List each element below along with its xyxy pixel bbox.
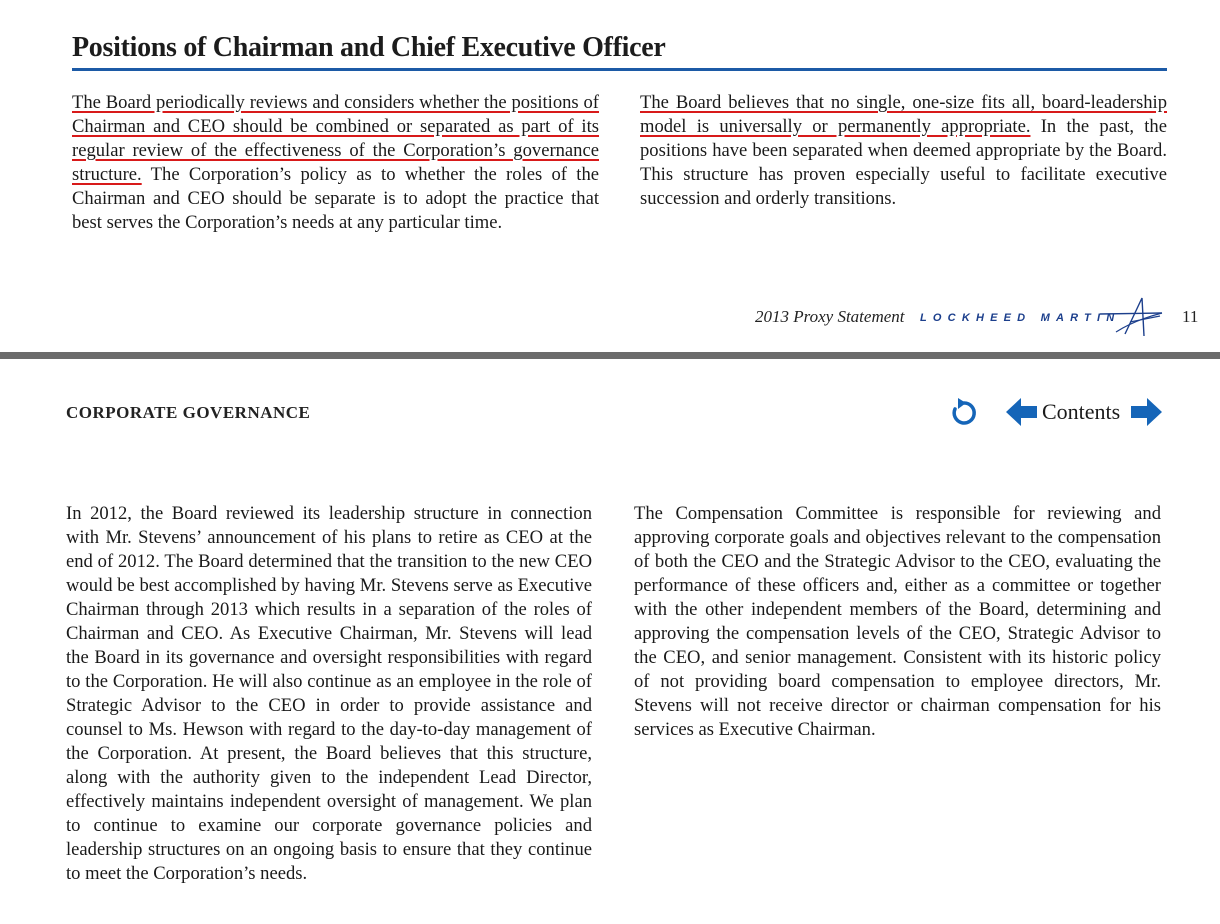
- contents-link[interactable]: Contents: [1042, 399, 1121, 424]
- leadership-structure-paragraph: In 2012, the Board reviewed its leadership structure in connection with Mr. Stevens’ announcement of his plans to retire as CEO at the end of 2012. The Board determined that the transition to the new CEO would be best accomplished by having Mr. Stevens serve as Executive Chairman through 2013 which results in a separation of the roles of Chairman and CEO. As Executive Chairman, Mr. Stevens will lead the Board in its governance and oversight responsibilities with regard to the Corporation. He will also continue as an employee in the role of Strategic Advisor to the CEO in order to provide assistance and counsel to Ms. Hewson with regard to the day-to-day management of the Corporation. At present, the Board believes that this structure, along with the authority given to the independent Lead Director, effectively maintains independent oversight of management. We plan to continue to examine our corporate governance policies and leadership structures on an ongoing basis to ensure that they continue to meet the Corporation’s needs.: [66, 503, 592, 884]
- page-12: [0, 359, 1220, 924]
- proxy-statement-label: 2013 Proxy Statement: [755, 307, 905, 326]
- reload-icon[interactable]: [946, 395, 980, 436]
- page-footer: [700, 290, 1205, 340]
- arrow-left-icon[interactable]: [1006, 398, 1038, 431]
- page-divider: [0, 352, 1220, 359]
- highlighted-text: The Board believes that no single, one-size fits all, board-leadership model is universally or permanently appropriate.: [640, 92, 1167, 137]
- highlighted-text: The Board periodically reviews and considers whether the positions of Chairman and CEO should be combined or separated as part of its regular review of the effectiveness of the Corporation’s governance structure.: [72, 92, 599, 185]
- star-swoosh-icon: [920, 292, 1165, 338]
- arrow-right-icon[interactable]: [1130, 398, 1162, 431]
- chairman-ceo-paragraph-left: [72, 91, 599, 235]
- compensation-committee-paragraph: The Compensation Committee is responsible for reviewing and approving corporate goals and objectives relevant to the compensation of both the CEO and the Strategic Advisor to the CEO, evaluating the performance of these officers and, either as a committee or together with the other independent members of the Board, determining and approving the compensation levels of the CEO, Strategic Advisor to the CEO, and senior management. Consistent with its historic policy of not providing board compensation to employee directors, Mr. Stevens will not receive director or chairman compensation for his services as Executive Chairman.: [634, 503, 1161, 740]
- title-rule: [72, 68, 1167, 71]
- paragraph-text: The Corporation’s policy as to whether the roles of the Chairman and CEO should be separate is to adopt the practice that best serves the Corporation’s needs at any particular time.: [72, 164, 599, 233]
- page-11: [0, 0, 1220, 352]
- page-title: Positions of Chairman and Chief Executive Officer: [72, 32, 666, 63]
- section-header: CORPORATE GOVERNANCE: [66, 403, 311, 422]
- page-number: 11: [1182, 307, 1199, 326]
- navigation-controls: [944, 395, 1169, 435]
- logo-wordmark: LOCKHEED MARTIN: [920, 312, 1121, 324]
- lockheed-martin-logo: [920, 292, 1165, 338]
- chairman-ceo-paragraph-right: [640, 91, 1167, 211]
- paragraph-text: In the past, the positions have been separated when deemed appropriate by the Board. This structure has proven especially useful to facilitate executive succession and orderly transitions.: [640, 116, 1167, 209]
